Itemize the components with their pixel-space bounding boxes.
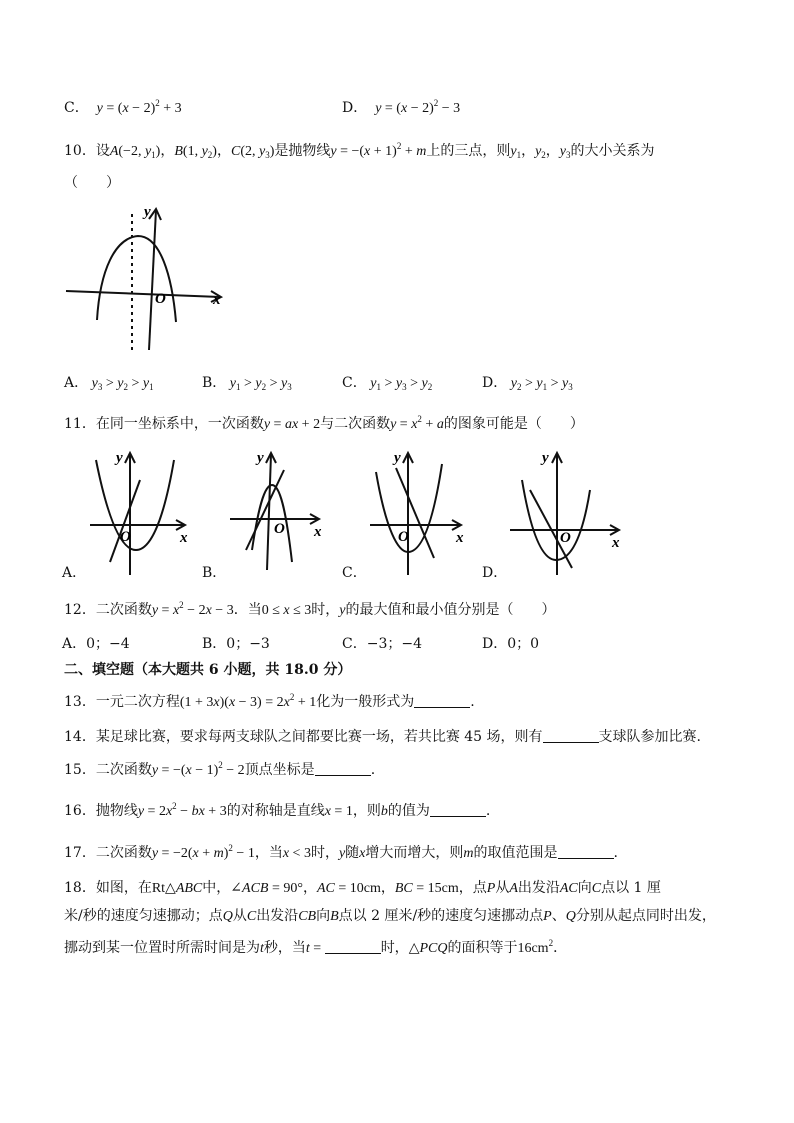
svg-text:x: x [612,535,620,551]
q15: 15．二次函数$y = -(x - 1)^2 - 2$顶点坐标是 . [64,760,376,778]
q12-option-b: B．0；−3 [202,636,270,652]
q9-option-c-formula: y [93,101,103,116]
q11-graph-d [508,450,628,580]
q13: 13．一元二次方程$(1 + 3x)(x - 3) = 2x^2 + 1$化为一般形式为 . [64,692,475,710]
svg-text:y: y [394,450,401,466]
q11-graph-c [368,450,478,580]
q10-option-d: D． $y_2 > y_1 > y_3$ [482,375,573,392]
q17-answer-blank[interactable] [558,844,614,859]
q10-option-a: A． $y_3 > y_2 > y_1$ [64,375,154,392]
q10-option-b: B． $y_1 > y_2 > y_3$ [202,375,292,392]
q18-line-2: 米/秒的速度匀速挪动；点Q从C出发沿CB向B点以 2 厘米/秒的速度匀速挪动点P、Q分别从起点同时出发， [64,908,716,924]
q10-option-c: C． $y_1 > y_3 > y_2$ [342,375,433,392]
svg-text:y: y [542,450,549,466]
section-2-title: 二、填空题（本大题共 6 小题，共 18.0 分） [64,662,352,678]
svg-text:O: O [120,529,131,545]
q15-answer-blank[interactable] [315,761,371,776]
q10-graph [60,200,240,355]
q12-stem: 12．二次函数$y = x^2 - 2x - 3$．当0 ≤ x ≤ 3时，y的最大值和最小值分别是（ ） [64,600,556,618]
svg-text:O: O [398,529,409,545]
q9-option-d-formula: y [371,101,382,116]
q18-answer-blank[interactable] [325,939,381,954]
svg-text:O: O [274,521,285,537]
q11-option-b: B． [202,565,227,581]
q12-option-d: D．0；0 [482,636,540,652]
q12-option-a: A．0；−4 [62,636,130,652]
q11-stem: 11．在同一坐标系中，一次函数y = ax + 2与二次函数$y = x^2 + a$的图象可能是（ ） [64,414,584,432]
svg-text:y: y [116,450,123,466]
q11-graph-b [228,450,338,580]
q18-line-1: 18．如图，在Rt△ABC中，∠ACB = 90°，AC = 10cm，BC = 15cm，点P从A出发沿AC向C点以 1 厘 [64,880,661,896]
q10-paren: （ ） [64,175,120,191]
svg-text:x: x [180,530,188,546]
q16-answer-blank[interactable] [430,802,486,817]
q17: 17．二次函数$y = -2(x + m)^2 - 1$，当x < 3时，y随x增大而增大，则m的取值范围是 . [64,843,618,861]
svg-text:x: x [456,530,464,546]
q11-graph-a [88,450,198,580]
q10-y-axis [149,210,156,350]
q9-option-d: D． $y = (x - 2)^2 - 3$ [342,98,461,116]
q11-option-c: C． [342,565,367,581]
svg-text:x: x [314,524,322,540]
q18-line-3: 挪动到某一位置时所需时间是为t秒，当t = 时，△PCQ的面积等于$16cm^2$． [64,938,568,956]
q14-answer-blank[interactable] [543,728,599,743]
q10-x-label: x [213,292,221,308]
q11-option-a: A． [62,565,87,581]
q10-parabola [97,236,176,322]
svg-text:O: O [560,530,571,546]
q10-x-axis [66,291,220,297]
q16: 16．抛物线$y = 2x^2$ − bx + 3的对称轴是直线x = 1，则b的值为 . [64,801,491,819]
q10-y-label: y [144,204,151,220]
q11-option-d: D． [482,565,508,581]
q12-option-c: C．−3；−4 [342,636,422,652]
q14: 14．某足球比赛，要求每两支球队之间都要比赛一场，若共比赛 45 场，则有 支球队参加比赛. [64,729,701,745]
q10-stem: 10．设A(−2, $y_1$)，B(1, $y_2$)，C(2, $y_3$)是抛物线$y = -(x + 1)^2 + m$上的三点，则$y_1$，$y_2$，$y_3$的大小关系为 [64,141,655,160]
svg-text:y: y [257,450,264,466]
q13-answer-blank[interactable] [414,693,470,708]
q10-origin-label: O [155,291,166,307]
q9-option-c: C． $y = (x - 2)^2 + 3$ [64,98,182,116]
